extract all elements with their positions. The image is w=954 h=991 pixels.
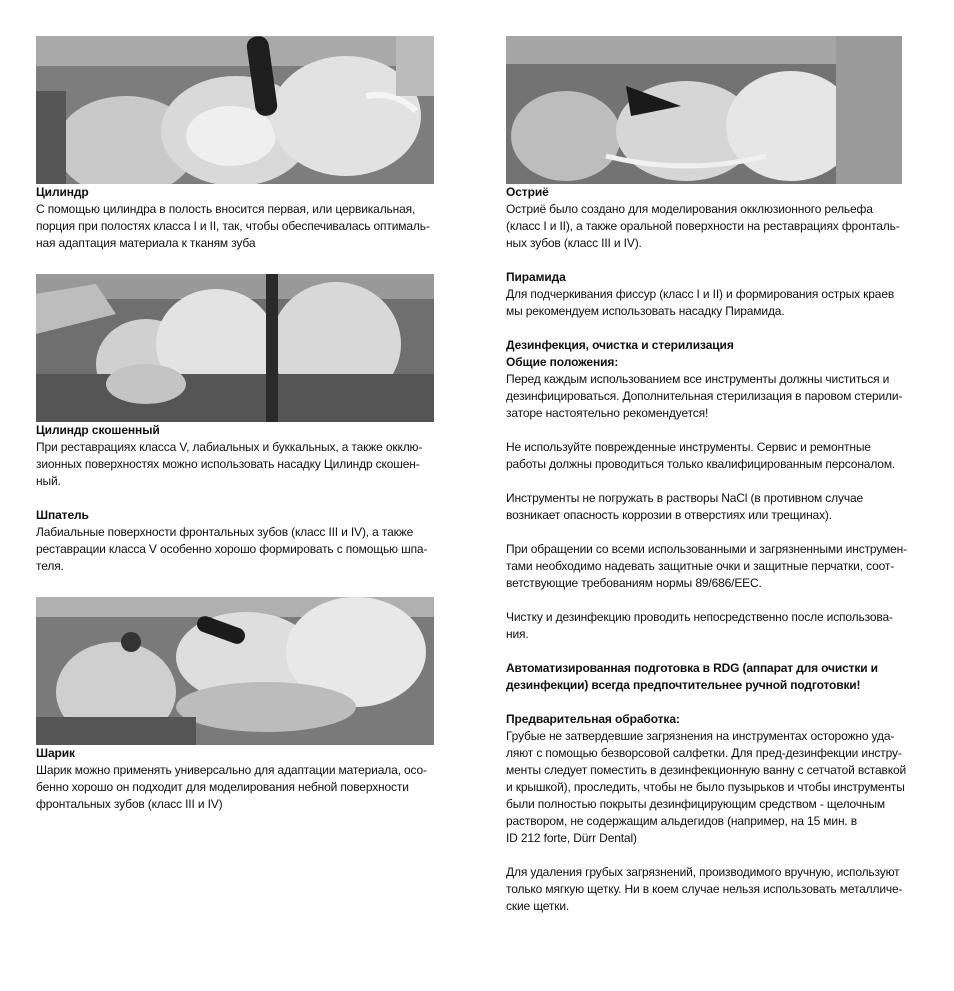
pretreatment-paragraph-2: Для удаления грубых загрязнений, производимого вручную, используют только мягкую щетку. Ни в коем случае нельзя использовать металличе- ские щетки. [506,865,903,913]
ball-photo [36,597,434,745]
left-column [36,36,444,813]
beveled-cylinder-photo [36,274,434,422]
disinfection-paragraph-1: Перед каждым использованием все инструменты должны чиститься и дезинфицироваться. Дополнительная стерилизация в паровом стерили- заторе настоятельно рекомендуется! [506,372,903,420]
pretreatment-paragraph-1: Грубые не затвердевшие загрязнения на инструментах осторожно уда- ляют с помощью безворсовой салфетки. Для пред-дезинфекции инстру- менты следует поместить в дезинфекционную ванну с сетчатой вставкой и крышкой), проследить, чтобы не было пузырьков и чтобы инструменты были полностью покрыты дезинфицирующим средством - щелочным раствором, не содержащим альдегидов (например, на 15 мин. в ID 212 forte, Dürr Dental) [506,729,907,845]
spatula-text: Лабиальные поверхности фронтальных зубов (класс III и IV), а также реставрации класса V особенно хорошо формировать с помощью шпа- теля. [36,525,428,573]
disinfection-paragraph-4: При обращении со всеми использованными и загрязненными инструмен- тами необходимо надевать защитные очки и защитные перчатки, соот- ветствующие требованиям нормы 89/686/EEC. [506,542,907,590]
disinfection-paragraph-2: Не используйте поврежденные инструменты. Сервис и ремонтные работы должны проводиться только квалифицированным персоналом. [506,440,896,471]
right-column [506,36,918,915]
disinfection-subtitle: Общие положения: [506,355,619,369]
disinfection-title: Дезинфекция, очистка и стерилизация [506,338,734,352]
cylinder-text: С помощью цилиндра в полость вносится первая, или цервикальная, порция при полостях класса I и II, так, чтобы обеспечивалась оптималь- ная адаптация материала к тканям зуба [36,202,430,250]
ball-text: Шарик можно применять универсально для адаптации материала, осо- бенно хорошо он подходит для моделирования небной поверхности фронтальных зубов (класс III и IV) [36,763,427,811]
cylinder-photo [36,36,434,184]
point-text: Остриё было создано для моделирования окклюзионного рельефа (класс I и II), а также оральной поверхности на реставрациях фронталь- ных зубов (класс III и IV). [506,202,900,250]
disinfection-paragraph-5: Чистку и дезинфекцию проводить непосредственно после использова- ния. [506,610,893,641]
pyramid-title: Пирамида [506,270,566,284]
cylinder-title: Цилиндр [36,185,89,199]
spatula-title: Шпатель [36,508,89,522]
point-title: Остриё [506,185,549,199]
disinfection-paragraph-6: Автоматизированная подготовка в RDG (аппарат для очистки и дезинфекции) всегда предпочтительнее ручной подготовки! [506,661,878,692]
disinfection-paragraph-3: Инструменты не погружать в растворы NaCl (в противном случае возникает опасность коррозии в отверстиях или трещинах). [506,491,863,522]
beveled-cylinder-text: При реставрациях класса V, лабиальных и буккальных, а также окклю- зионных поверхностях можно использовать насадку Цилиндр скошен- ный. [36,440,423,488]
pyramid-text: Для подчеркивания фиссур (класс I и II) и формирования острых краев мы рекомендуем использовать насадку Пирамида. [506,287,895,318]
point-photo [506,36,902,184]
ball-title: Шарик [36,746,75,760]
pretreatment-title: Предварительная обработка: [506,712,680,726]
beveled-cylinder-title: Цилиндр скошенный [36,423,160,437]
